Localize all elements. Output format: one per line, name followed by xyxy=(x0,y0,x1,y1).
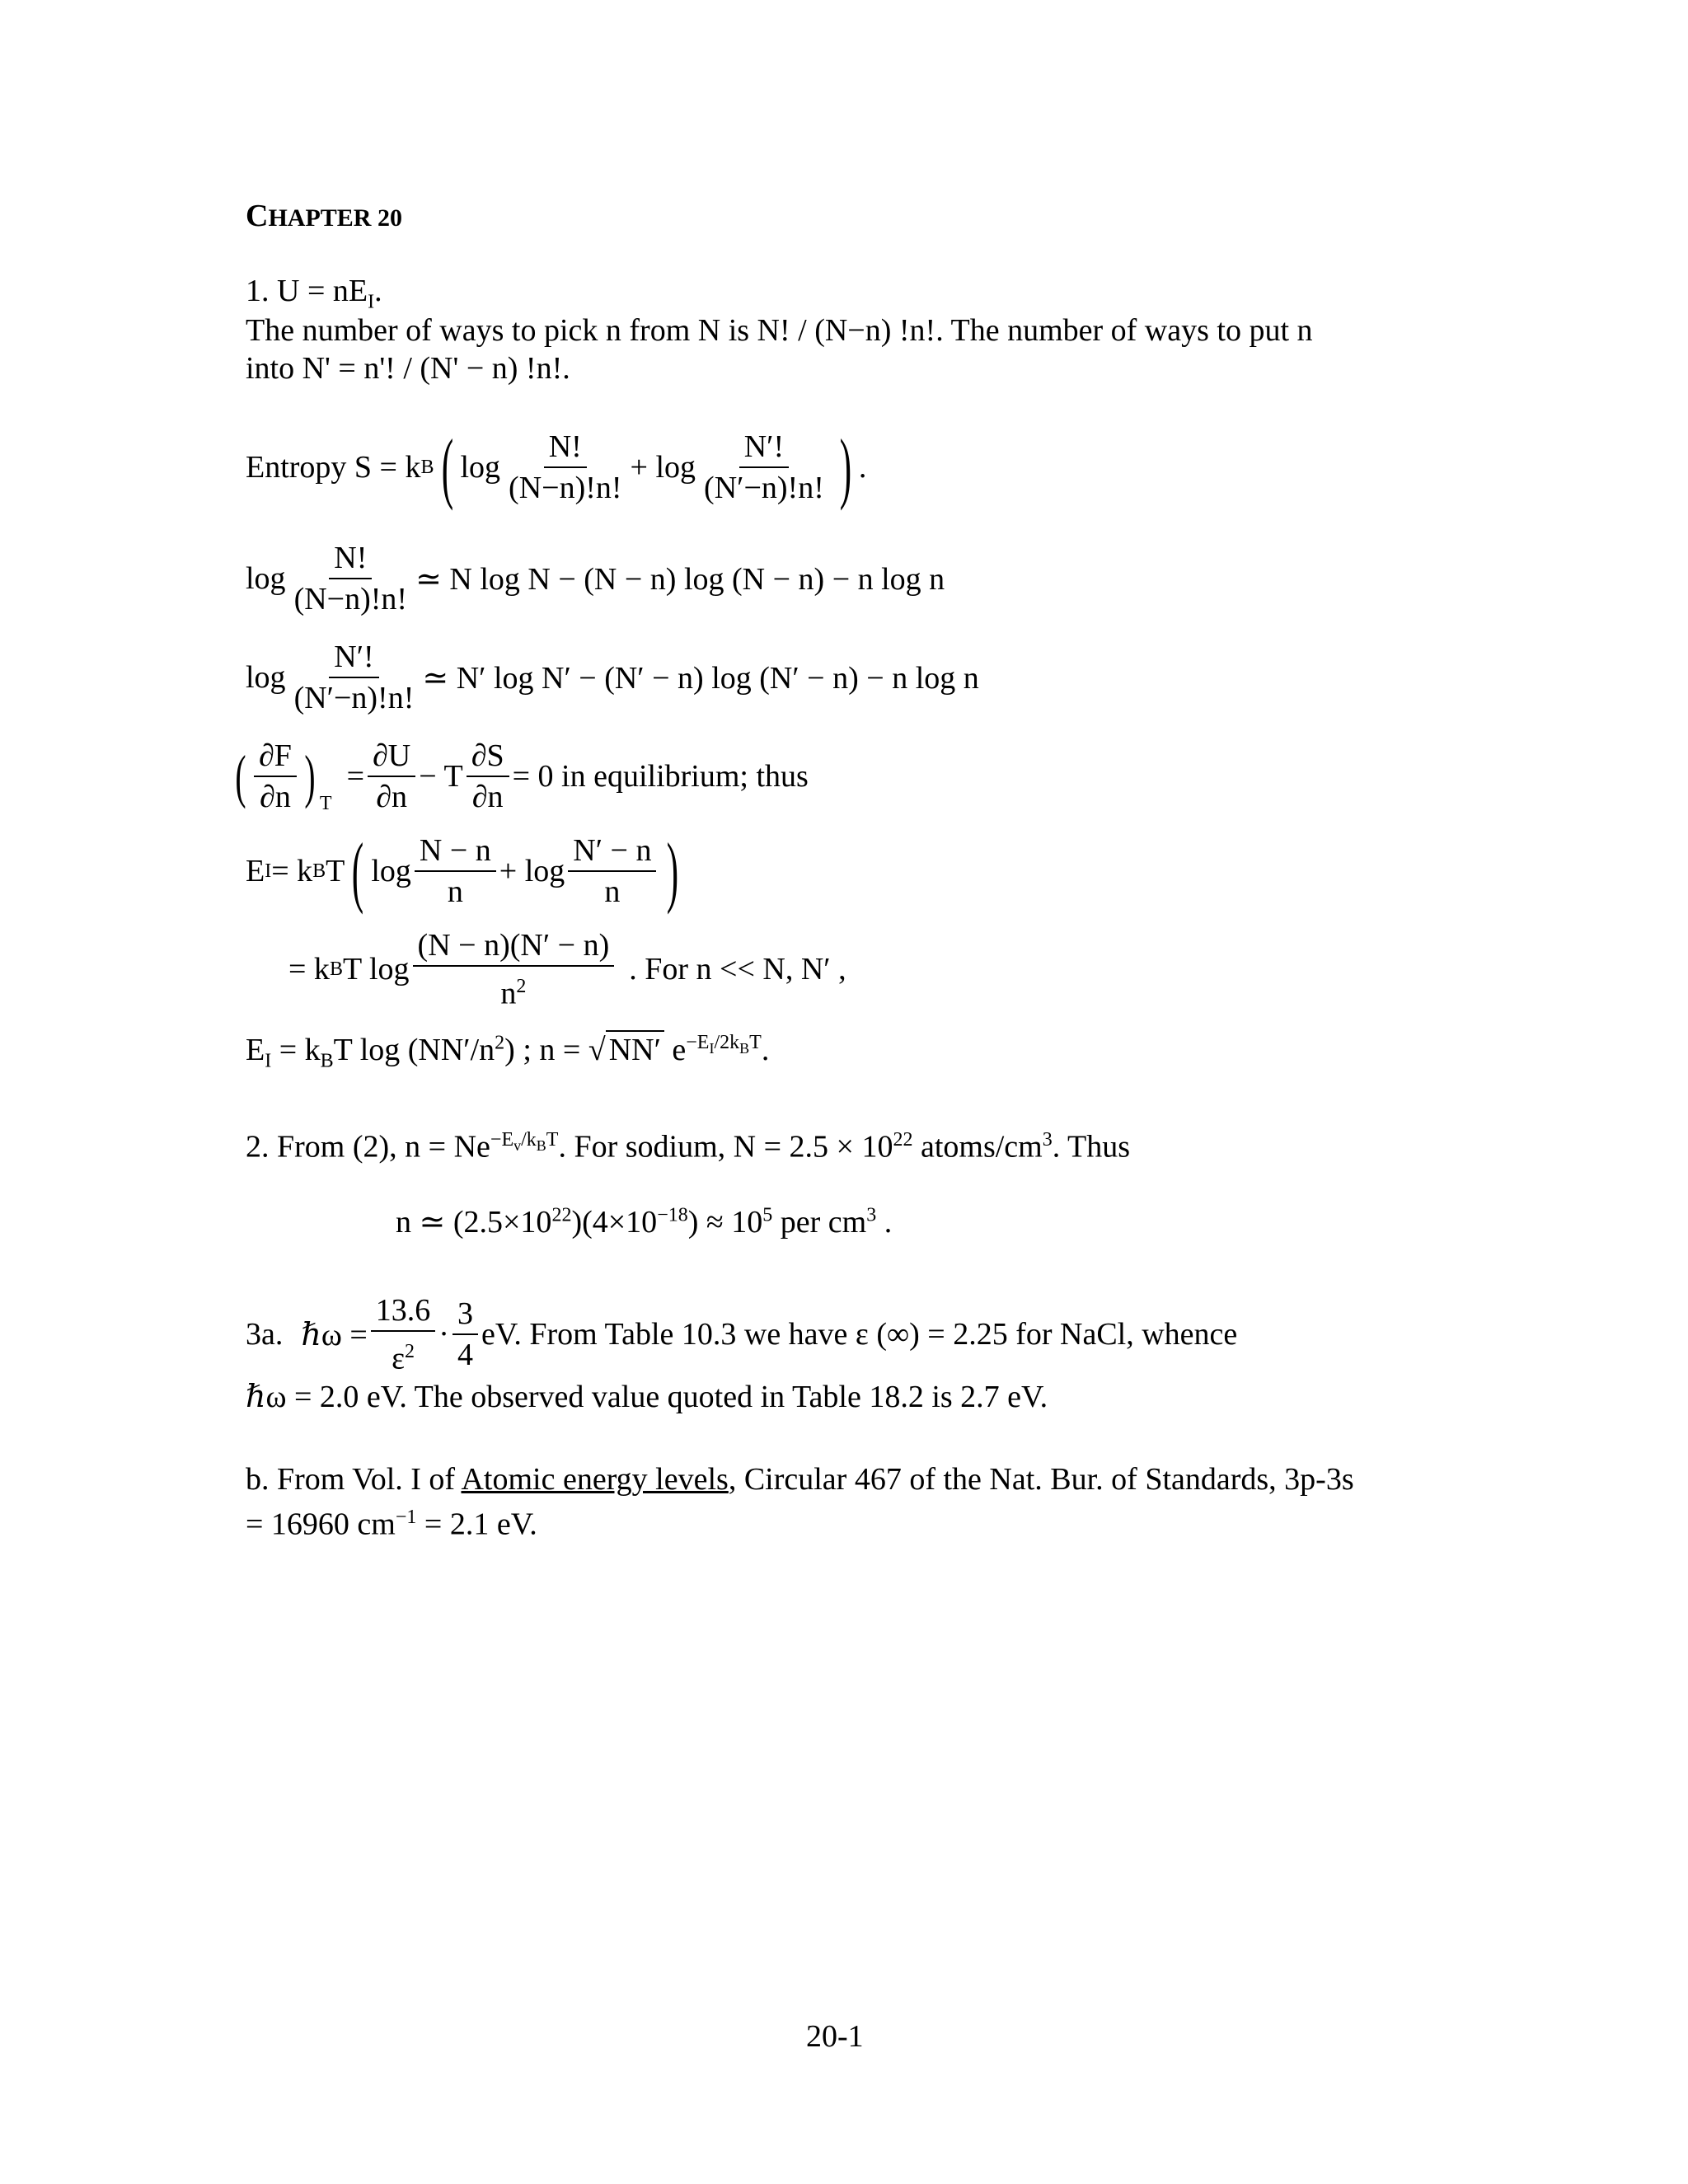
problem-3b-line-2: = 16960 $cm^{-1} = 2.1$ eV. xyxy=(246,1507,537,1542)
energy-equation-3: $E_I = k_BT$ $\log (NN'/n^2)$ ; n = √ NN′ $e^{-E_I/2k_BT}$. xyxy=(246,1030,769,1073)
problem-1-line-1: 1. $U = nE_I$. xyxy=(246,274,382,313)
entropy-equation: Entropy S = k B ( log $\frac{N!}{(N-n)!n!}$ + log $\frac{N'!}{(N'-n)!n!}$ ) . xyxy=(246,423,867,511)
log-approximation-1: log $\frac{N!}{(N-n)!n!}$ ≃ N log N − (N − n) log (N − n) − n log n xyxy=(246,541,945,616)
reference-title: Atomic energy levels xyxy=(461,1462,729,1497)
energy-equation-1: E I = k B T ( log $\frac{N - n}{n}$ + log $\frac{N' - n}{n}$ ) xyxy=(246,827,679,915)
problem-2-text: 2. From (2), $n = Ne^{-E_v/k_BT}$. For sodium, $N = 2.5 \times 10^{22}$ atoms/$cm^3$. Thus xyxy=(246,1129,1131,1165)
entropy-fraction-1: $\frac{N!}{(N-n)!n!}$ xyxy=(509,429,622,505)
problem-1-line-3: into N' = n'! / (N' − n) !n!. xyxy=(246,351,570,386)
problem-1-line-2: The number of ways to pick n from N is N! / (N−n) !n!. The number of ways to put n xyxy=(246,313,1313,348)
page-number: 20-1 xyxy=(806,2019,864,2054)
problem-3b-line-1: b. From Vol. I of Atomic energy levels, Circular 467 of the Nat. Bur. of Standards, 3p-3s xyxy=(246,1462,1354,1497)
problem-3a-line-1: 3a. ℏω = $\frac{13.6}{\varepsilon^2}$ · $\frac{3}{4}$ eV. From Table 10.3 we have ε (∞) = 2.25 for NaCl, whence xyxy=(246,1293,1238,1376)
free-energy-equilibrium: ( $\frac{\partial F}{\partial n}$ ) $_T$ = $\frac{\partial U}{\partial n}$ − T $\frac{\partial S}{\partial n}$ = 0 in equilibrium; thus xyxy=(235,738,809,814)
entropy-fraction-2: $\frac{N'!}{(N'-n)!n!}$ xyxy=(704,429,824,505)
problem-3a-line-2: ℏω = 2.0 eV. The observed value quoted in Table 18.2 is 2.7 eV. xyxy=(246,1380,1048,1414)
chapter-heading: CHAPTER 20 xyxy=(246,199,402,233)
energy-equation-2: = k B T log $\frac{(N - n)(N' - n)}{n^2}$ . For n << N, N′ , xyxy=(288,928,846,1011)
sodium-vacancy-estimate: n ≃ $(2.5\times 10^{22})(4\times 10^{-18}) \approx 10^5$ per $cm^3$ . xyxy=(396,1204,893,1240)
log-approximation-2: log $\frac{N'!}{(N'-n)!n!}$ ≃ N′ log N′ − (N′ − n) log (N′ − n) − n log n xyxy=(246,640,979,715)
